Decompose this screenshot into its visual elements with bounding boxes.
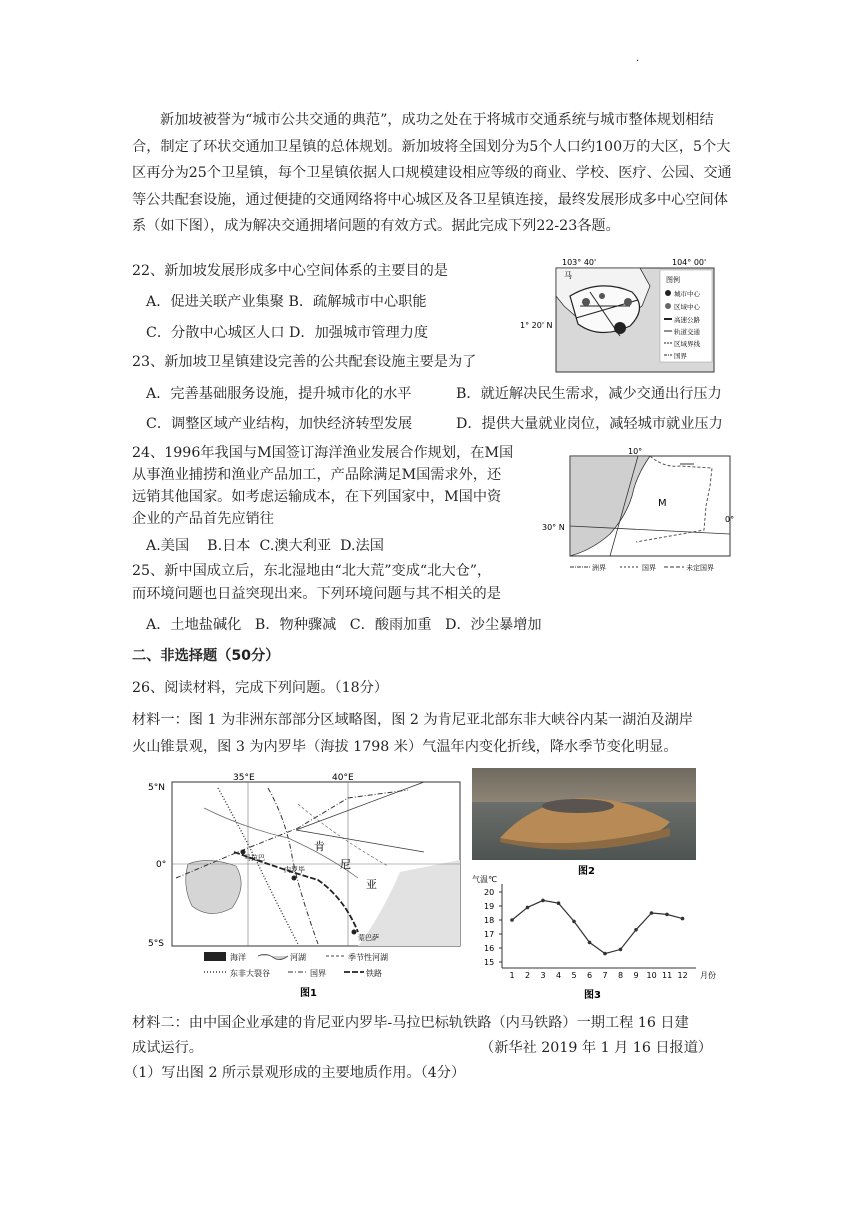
chart-ytick-18: 18 — [484, 916, 495, 925]
sg-legend-rail: 轨道交通 — [674, 328, 700, 336]
sg-top-label: 马 — [564, 271, 572, 280]
chart-point-3 — [541, 899, 545, 903]
chart-xtick-12: 12 — [677, 971, 688, 980]
q24-line3: 远销其他国家。如考虑运输成本，在下列国家中，M国中资 — [132, 489, 502, 505]
q24-line1: 24、1996年我国与M国签订海洋渔业发展合作规划，在M国 — [132, 445, 514, 461]
chart-xtick-9: 9 — [633, 971, 639, 980]
m-map-label: M — [658, 498, 667, 509]
q26-material2-line2: 成试运行。 — [132, 1040, 203, 1056]
chart-ytick-16: 16 — [484, 944, 495, 953]
sg-legend-city-center: 城市中心 — [674, 290, 700, 298]
chart-xtick-10: 10 — [646, 971, 657, 980]
m-legend-continent: 洲界 — [592, 564, 606, 572]
chart-xlabel: 月份 — [700, 971, 716, 980]
fig1-legend-ocean: 海洋 — [230, 953, 246, 962]
chart-xtick-8: 8 — [618, 971, 624, 980]
q24-options: A.美国 B.日本 C.澳大利亚 D.法国 — [146, 538, 384, 554]
fig1-city-malaba: 马拉巴 — [244, 854, 265, 862]
q23-option-c: C．调整区域产业结构，加快经济转型发展 — [146, 416, 413, 432]
chart-point-2 — [526, 906, 530, 910]
chart-point-1 — [510, 918, 514, 922]
q26-material1-line2: 火山锥景观，图 3 为内罗毕（海拔 1798 米）气温年内变化折线，降水季节变化明显。 — [132, 739, 678, 755]
m-country-map — [540, 446, 740, 574]
chart-series-line — [512, 900, 683, 953]
chart-xtick-1: 1 — [509, 971, 515, 980]
fig1-caption: 图1 — [300, 988, 317, 999]
fig1-legend-river-lake: 河湖 — [290, 953, 306, 962]
q26-stem: 26、阅读材料，完成下列问题。（18分） — [132, 680, 389, 696]
m-map-lon: 10° — [628, 447, 643, 456]
chart-xtick-4: 4 — [556, 971, 562, 980]
fig1-lon35: 35°E — [233, 773, 255, 783]
chart-point-7 — [603, 952, 607, 956]
m-legend-border: 国界 — [642, 564, 656, 572]
q25-options: A．土地盐碱化 B．物种骤减 C．酸雨加重 D．沙尘暴增加 — [146, 617, 542, 633]
sg-legend-border: 国界 — [674, 352, 687, 360]
chart-xtick-3: 3 — [540, 971, 546, 980]
corner-mark: · — [636, 56, 640, 67]
q23-option-b: B．就近解决民生需求，减少交通出行压力 — [456, 386, 722, 402]
intro-paragraph: 新加坡被誉为“城市公共交通的典范”，成功之处在于将城市交通系统与城市整体规划相结合，制定了环状交通加卫星镇的总体规划。新加坡将全国划分为5个人口约100万的大区，5个大区再分为25个卫星镇，每个卫星镇依据人口规模建设相应等级的商业、学校、医疗、公园、交通等公共配套设施，通过便捷的交通网络将中心城区及各卫星镇连接，最终发展形成多中心空间体系（如下图），成为解决交通拥堵问题的有效方式。据此完成下列22-23各题。 — [132, 112, 732, 235]
chart-ytick-20: 20 — [484, 888, 495, 897]
m-map-lat: 30° N — [542, 523, 565, 532]
chart-point-12 — [681, 917, 685, 921]
fig1-kenya-2: 尼 — [340, 858, 351, 871]
fig1-legend-rift: 东非大裂谷 — [230, 969, 270, 978]
q23-stem: 23、新加坡卫星镇建设完善的公共配套设施主要是为了 — [132, 354, 477, 370]
chart-point-11 — [665, 913, 669, 917]
sg-legend-regional-center: 区域中心 — [674, 303, 700, 311]
q23-option-a: A．完善基础服务设施，提升城市化的水平 — [146, 386, 412, 402]
sg-legend-title: 图例 — [666, 276, 680, 284]
q26-sub1: （1）写出图 2 所示景观形成的主要地质作用。（4分） — [124, 1065, 466, 1081]
fig1-city-nairobi: 内罗毕 — [284, 866, 305, 874]
sg-legend-region-boundary: 区域界线 — [674, 340, 700, 348]
chart-point-10 — [650, 911, 654, 915]
chart-xtick-7: 7 — [602, 971, 608, 980]
q22-options-line2: C．分散中心城区人口 D．加强城市管理力度 — [146, 325, 429, 341]
chart-xtick-5: 5 — [571, 971, 577, 980]
chart-point-5 — [572, 920, 576, 924]
sg-lon1: 103° 40' — [562, 258, 597, 267]
singapore-map — [520, 256, 716, 374]
chart-point-9 — [634, 928, 638, 932]
fig1-legend-railway: 铁路 — [366, 969, 382, 978]
fig1-legend-seasonal: 季节性河湖 — [348, 953, 388, 962]
q25-line1: 25、新中国成立后，东北湿地由“北大荒”变成“北大仓”， — [132, 563, 492, 579]
chart-xtick-11: 11 — [662, 971, 673, 980]
q26-material2-source: （新华社 2019 年 1 月 16 日报道） — [480, 1040, 713, 1056]
fig1-lat0: 0° — [156, 860, 167, 870]
fig3-temperature-chart — [470, 870, 730, 1004]
q26-material2-line1: 材料二：由中国企业承建的肯尼亚内罗毕-马拉巴标轨铁路（内马铁路）一期工程 16 日建 — [132, 1015, 689, 1031]
chart-xtick-2: 2 — [525, 971, 531, 980]
m-map-lon0: 0° — [725, 515, 735, 524]
fig1-legend-border: 国界 — [310, 969, 326, 978]
fig1-lat5s: 5°S — [148, 939, 164, 949]
chart-ytick-19: 19 — [484, 902, 495, 911]
fig1-east-africa-map — [148, 768, 466, 1000]
chart-point-4 — [557, 901, 561, 905]
chart-point-6 — [588, 941, 592, 945]
q22-options-line1: A．促进关联产业集聚 B．疏解城市中心职能 — [146, 294, 427, 310]
fig2-volcano-photo — [470, 768, 716, 878]
chart-xtick-6: 6 — [587, 971, 593, 980]
fig1-city-mombasa: 蒙巴萨 — [358, 934, 379, 942]
fig2-caption: 图2 — [578, 866, 595, 877]
m-legend-undetermined: 未定国界 — [686, 564, 714, 572]
q22-stem: 22、新加坡发展形成多中心空间体系的主要目的是 — [132, 263, 448, 279]
section2-title: 二、非选择题（50分） — [132, 648, 280, 664]
q24-line2: 从事渔业捕捞和渔业产品加工，产品除满足M国需求外，还 — [132, 467, 502, 483]
q23-option-d: D．提供大量就业岗位，减轻城市就业压力 — [456, 416, 723, 432]
sg-lon2: 104° 00' — [672, 258, 707, 267]
chart-point-8 — [619, 948, 623, 952]
chart-ylabel: 气温℃ — [472, 875, 497, 884]
chart-ytick-17: 17 — [484, 930, 495, 939]
sg-lat: 1° 20' N — [520, 321, 553, 330]
chart-ytick-15: 15 — [484, 958, 495, 967]
q26-material1-line1: 材料一：图 1 为非洲东部部分区域略图，图 2 为肯尼亚北部东非大峡谷内某一湖泊及湖岸 — [132, 712, 694, 728]
fig3-caption: 图3 — [584, 990, 601, 1001]
fig1-lon40: 40°E — [332, 773, 354, 783]
fig1-kenya-1: 肯 — [314, 840, 325, 853]
q24-line4: 企业的产品首先应销往 — [132, 511, 274, 527]
q25-line2: 而环境问题也日益突现出来。下列环境问题与其不相关的是 — [132, 586, 501, 602]
fig1-kenya-3: 亚 — [366, 878, 377, 891]
fig1-lat5n: 5°N — [148, 783, 165, 793]
sg-legend-highway: 高速公路 — [674, 316, 700, 324]
